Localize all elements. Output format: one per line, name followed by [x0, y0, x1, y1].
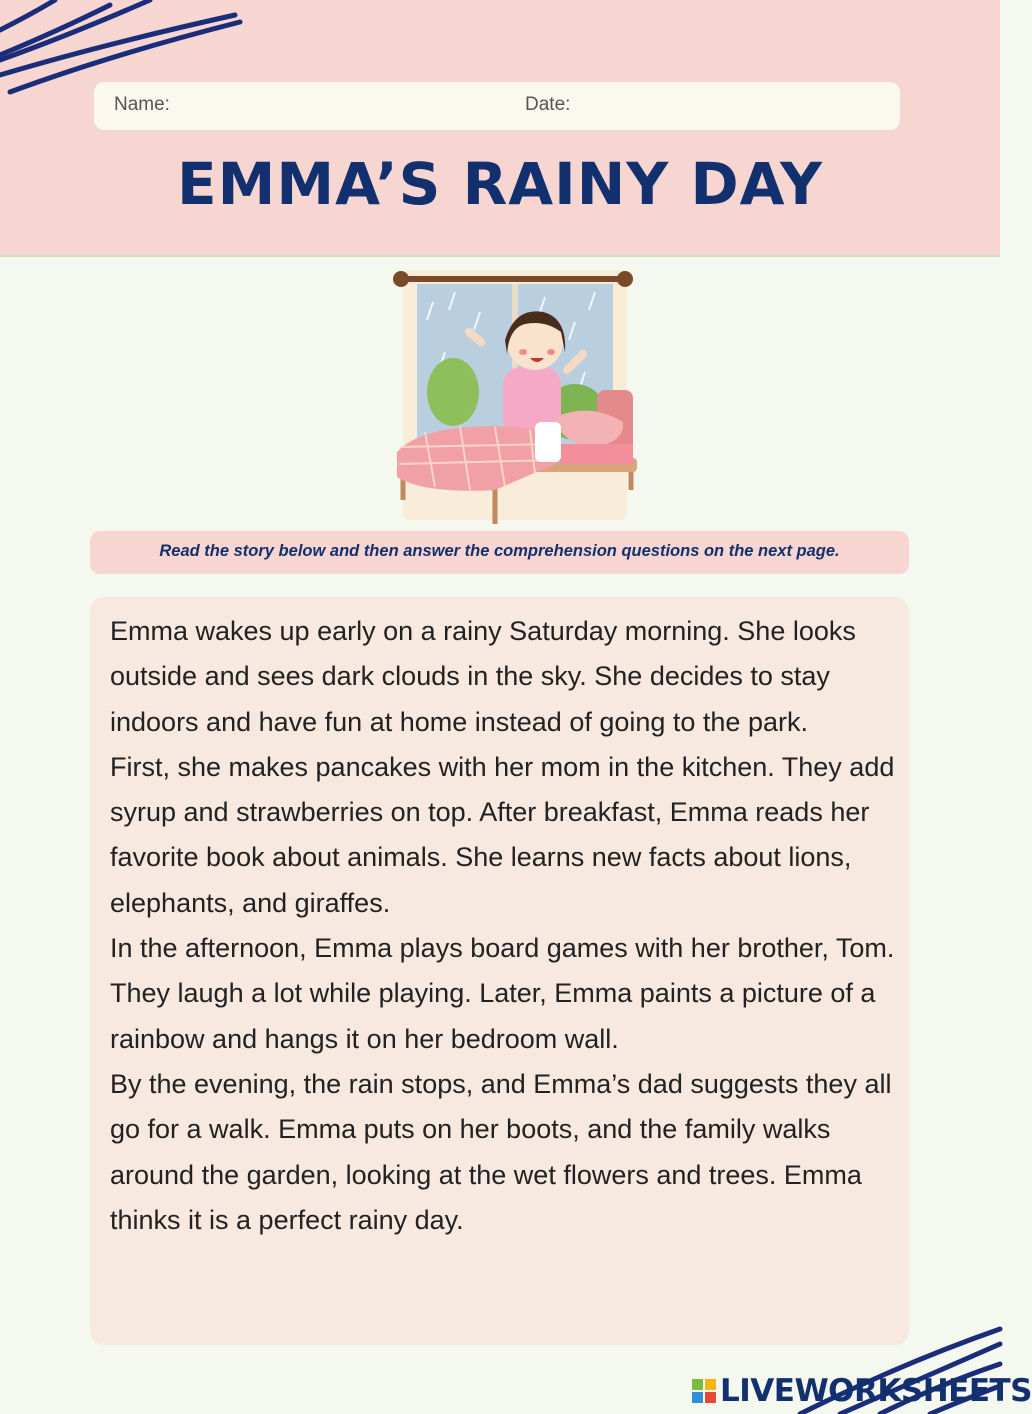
story-paragraph: Emma wakes up early on a rainy Saturday morning. She looks outside and sees dark clouds in the sky. She decides to stay indoors and have fun at home instead of going to the park. — [110, 616, 856, 737]
story-paragraph: By the evening, the rain stops, and Emma’s dad suggests they all go for a walk. Emma puts on her boots, and the family walks around the garden, looking at the wet flowers and trees. Emma thinks it is a perfect rainy day. — [110, 1068, 892, 1235]
date-label: Date: — [525, 94, 571, 115]
instruction-text: Read the story below and then answer the comprehension questions on the next page. — [159, 542, 840, 560]
girl-in-bed-illustration — [385, 262, 645, 532]
liveworksheets-logo-icon — [692, 1379, 716, 1403]
instruction-banner — [90, 531, 909, 574]
name-date-bar — [94, 82, 900, 130]
story-box — [90, 597, 909, 1345]
header-divider — [0, 255, 1000, 257]
name-label: Name: — [114, 94, 170, 115]
brand-text: LIVEWORKSHEETS — [720, 1373, 1032, 1409]
story-paragraph: First, she makes pancakes with her mom in the kitchen. They add syrup and strawberries on top. After breakfast, Emma reads her favorite book about animals. She learns new facts about lions, elephants, and giraffes. — [110, 751, 895, 918]
liveworksheets-brand[interactable] — [692, 1374, 1032, 1408]
story-paragraph: In the afternoon, Emma plays board games with her brother, Tom. They laugh a lot while playing. Later, Emma paints a picture of a rainbow and hangs it on her bedroom wall. — [110, 933, 895, 1054]
story-text — [110, 609, 900, 1243]
page-title: EMMA’S RAINY DAY — [177, 150, 823, 218]
